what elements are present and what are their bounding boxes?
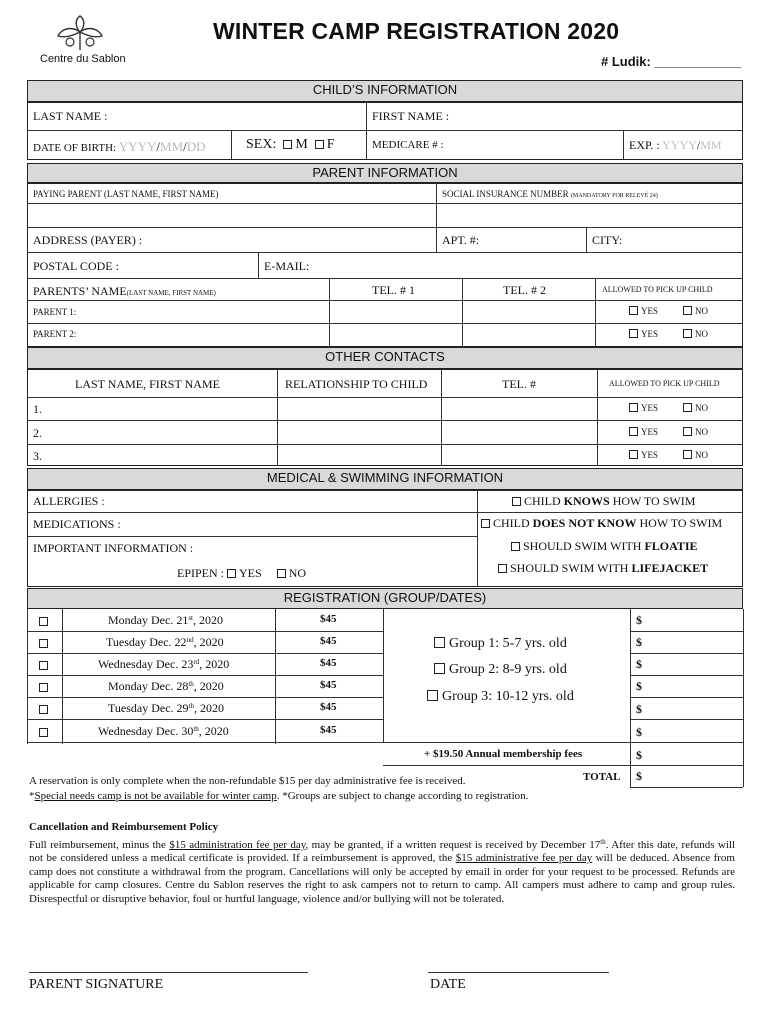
day-2-date: Tuesday Dec. 22nd, 2020 bbox=[106, 635, 224, 649]
logo-icon bbox=[50, 12, 110, 54]
email-label: E-MAIL: bbox=[264, 259, 310, 273]
swim-lifejacket[interactable]: SHOULD SWIM WITH LIFEJACKET bbox=[498, 561, 708, 576]
sin-label: SOCIAL INSURANCE NUMBER (MANDATORY FOR RELEVÉ 24) bbox=[442, 189, 658, 199]
dob-month[interactable]: MM bbox=[160, 139, 184, 154]
group-2-option[interactable]: Group 2: 8-9 yrs. old bbox=[434, 662, 567, 678]
day-1-price: $45 bbox=[320, 613, 337, 625]
child-info-band bbox=[27, 80, 743, 102]
parent-signature-line[interactable] bbox=[29, 972, 308, 973]
total-label: TOTAL bbox=[583, 771, 621, 783]
day-4-price: $45 bbox=[320, 679, 337, 691]
exp-year[interactable]: YYYY bbox=[662, 138, 697, 152]
policy-text: Full reimbursement, minus the $15 administration fee per day, may be granted, if a written request is received by December 17th. After this date, refunds will not be considered unless a medical certificate is provided. If a reimbursement is approved, the $15 administrative fee per day will be deduced. Absence from camp does not constitute a withdrawal from the program. Cancellations will only be accepted by email in order for your request to be processed. Refunds are applicable for camp closures. Centre du Sablon reserves the right to ask campers not to return to camp. All campers must adhere to camp and group rules. Disrespectful or disruptive behavior, foul or hurtful language, violence and/or bullying will not be tolerated. bbox=[29, 838, 736, 905]
contact3-yes[interactable]: YES bbox=[629, 450, 658, 460]
registration-heading: REGISTRATION (GROUP/DATES) bbox=[283, 590, 487, 605]
epipen-yes-checkbox[interactable] bbox=[227, 569, 236, 578]
date-line[interactable] bbox=[428, 972, 609, 973]
apt-label: APT. #: bbox=[442, 233, 480, 247]
day-3-date: Wednesday Dec. 23rd, 2020 bbox=[98, 657, 230, 671]
contacts-col-allowed: ALLOWED TO PICK UP CHILD bbox=[609, 379, 720, 388]
contact1-yes[interactable]: YES bbox=[629, 403, 658, 413]
contacts-col-relationship: RELATIONSHIP TO CHILD bbox=[285, 377, 428, 391]
last-name-label: LAST NAME : bbox=[33, 109, 108, 123]
amount-day-2[interactable]: $ bbox=[636, 635, 642, 649]
amount-day-6[interactable]: $ bbox=[636, 725, 642, 739]
contact3-no[interactable]: NO bbox=[683, 450, 708, 460]
medicare-label: MEDICARE # : bbox=[372, 139, 444, 151]
day-3-price: $45 bbox=[320, 657, 337, 669]
logo-text: Centre du Sablon bbox=[40, 53, 126, 65]
contact1-no[interactable]: NO bbox=[683, 403, 708, 413]
important-info-label: IMPORTANT INFORMATION : bbox=[33, 541, 194, 555]
day-1-date: Monday Dec. 21st, 2020 bbox=[108, 613, 223, 627]
day-5-checkbox[interactable] bbox=[39, 702, 51, 717]
amount-day-3[interactable]: $ bbox=[636, 657, 642, 671]
special-needs-note: *Special needs camp is not be available for winter camp. *Groups are subject to change according to registration. bbox=[29, 790, 529, 802]
swim-knows[interactable]: CHILD KNOWS HOW TO SWIM bbox=[512, 494, 695, 509]
parent2-no[interactable]: NO bbox=[683, 329, 708, 339]
day-5-date: Tuesday Dec. 29th, 2020 bbox=[108, 701, 225, 715]
day-2-price: $45 bbox=[320, 635, 337, 647]
group-3-option[interactable]: Group 3: 10-12 yrs. old bbox=[427, 689, 574, 705]
contacts-col-name: LAST NAME, FIRST NAME bbox=[75, 377, 220, 391]
date-label: DATE bbox=[430, 977, 466, 992]
parent2-label: PARENT 2: bbox=[33, 329, 77, 339]
exp-month[interactable]: MM bbox=[700, 138, 722, 152]
child-info-heading: CHILD’S INFORMATION bbox=[312, 82, 458, 97]
policy-title: Cancellation and Reimbursement Policy bbox=[29, 821, 219, 833]
group-1-option[interactable]: Group 1: 5-7 yrs. old bbox=[434, 636, 567, 652]
parent-info-band bbox=[27, 163, 743, 183]
medical-heading: MEDICAL & SWIMMING INFORMATION bbox=[266, 470, 504, 485]
day-2-checkbox[interactable] bbox=[39, 636, 51, 651]
paying-parent-label: PAYING PARENT (LAST NAME, FIRST NAME) bbox=[33, 189, 219, 199]
amount-day-4[interactable]: $ bbox=[636, 679, 642, 693]
registration-band bbox=[27, 588, 743, 609]
contact2-yes[interactable]: YES bbox=[629, 427, 658, 437]
exp-label: EXP. : YYYY/MM bbox=[629, 138, 722, 152]
medical-band bbox=[27, 468, 743, 490]
parents-name-label: PARENTS’ NAME(LAST NAME, FIRST NAME) bbox=[33, 284, 216, 298]
dob-day[interactable]: DD bbox=[186, 139, 206, 154]
day-6-price: $45 bbox=[320, 724, 337, 736]
day-5-price: $45 bbox=[320, 701, 337, 713]
membership-fee-label: + $19.50 Annual membership fees bbox=[424, 748, 583, 760]
day-4-date: Monday Dec. 28th, 2020 bbox=[108, 679, 224, 693]
allowed-label: ALLOWED TO PICK UP CHILD bbox=[602, 285, 713, 294]
amount-total[interactable]: $ bbox=[636, 769, 642, 783]
swim-floatie[interactable]: SHOULD SWIM WITH FLOATIE bbox=[511, 539, 698, 554]
day-3-checkbox[interactable] bbox=[39, 658, 51, 673]
sex-f-checkbox[interactable] bbox=[315, 140, 324, 149]
amount-day-1[interactable]: $ bbox=[636, 613, 642, 627]
epipen-field: EPIPEN : YES NO bbox=[177, 566, 307, 580]
sex-field: SEX: M F bbox=[246, 137, 335, 152]
contact-row-3: 3. bbox=[33, 449, 42, 463]
parent-info-heading: PARENT INFORMATION bbox=[312, 165, 458, 180]
contacts-heading: OTHER CONTACTS bbox=[325, 349, 445, 364]
contacts-col-tel: TEL. # bbox=[502, 377, 536, 391]
epipen-no-checkbox[interactable] bbox=[277, 569, 286, 578]
dob-year[interactable]: YYYY bbox=[118, 139, 157, 154]
city-label: CITY: bbox=[592, 233, 623, 247]
parent2-yes[interactable]: YES bbox=[629, 329, 658, 339]
medications-label: MEDICATIONS : bbox=[33, 517, 121, 531]
parent1-yes[interactable]: YES bbox=[629, 306, 658, 316]
sex-m-checkbox[interactable] bbox=[283, 140, 292, 149]
tel1-label: TEL. # 1 bbox=[372, 283, 415, 297]
page-title: WINTER CAMP REGISTRATION 2020 bbox=[213, 18, 620, 44]
day-1-checkbox[interactable] bbox=[39, 614, 51, 629]
address-label: ADDRESS (PAYER) : bbox=[33, 233, 143, 247]
day-4-checkbox[interactable] bbox=[39, 680, 51, 695]
tel2-label: TEL. # 2 bbox=[503, 283, 546, 297]
ludik-field[interactable]: # Ludik: ____________ bbox=[601, 54, 742, 69]
contact2-no[interactable]: NO bbox=[683, 427, 708, 437]
allergies-label: ALLERGIES : bbox=[33, 494, 105, 508]
swim-does-not-know[interactable]: CHILD DOES NOT KNOW HOW TO SWIM bbox=[481, 516, 722, 531]
day-6-checkbox[interactable] bbox=[39, 725, 51, 740]
postal-code-label: POSTAL CODE : bbox=[33, 259, 119, 273]
amount-membership[interactable]: $ bbox=[636, 748, 642, 762]
contact-row-2: 2. bbox=[33, 426, 42, 440]
contact-row-1: 1. bbox=[33, 402, 42, 416]
parent-signature-label: PARENT SIGNATURE bbox=[29, 977, 164, 992]
first-name-label: FIRST NAME : bbox=[372, 109, 450, 123]
amount-day-5[interactable]: $ bbox=[636, 702, 642, 716]
parent1-label: PARENT 1: bbox=[33, 307, 77, 317]
parent1-no[interactable]: NO bbox=[683, 306, 708, 316]
day-6-date: Wednesday Dec. 30th, 2020 bbox=[98, 724, 229, 738]
reservation-note: A reservation is only complete when the non-refundable $15 per day administrative fee is received. bbox=[29, 775, 466, 787]
dob-label: DATE OF BIRTH: YYYY/MM/DD bbox=[33, 139, 206, 154]
contacts-band bbox=[27, 347, 743, 369]
